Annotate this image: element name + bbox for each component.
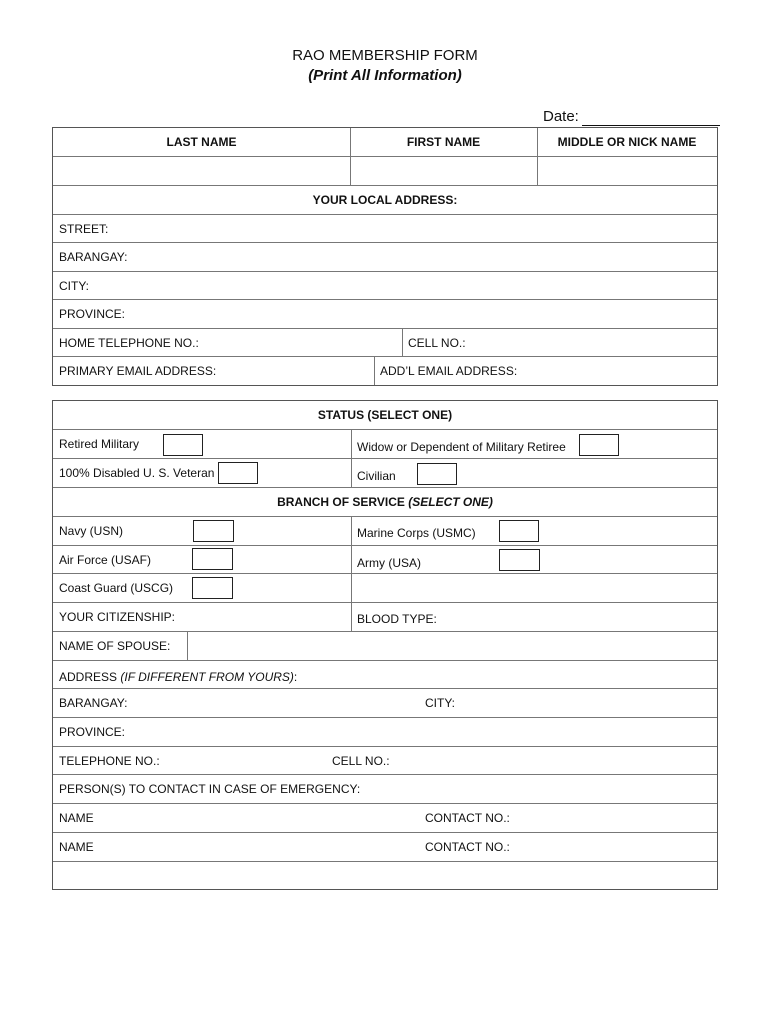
- branch-heading: [53, 488, 717, 516]
- spouse-barangay-label: BARANGAY:: [59, 696, 128, 710]
- primary-email-label[interactable]: PRIMARY EMAIL ADDRESS:: [59, 364, 217, 378]
- spouse-address-row[interactable]: [53, 661, 717, 689]
- army-checkbox[interactable]: [499, 549, 540, 571]
- street-row[interactable]: [53, 215, 717, 243]
- first-name-header: FIRST NAME: [406, 135, 481, 149]
- widow-dependent-label: Widow or Dependent of Military Retiree: [357, 440, 566, 454]
- spouse-telephone-label: TELEPHONE NO.:: [59, 753, 160, 768]
- emergency-contact-row-1[interactable]: [53, 804, 717, 833]
- name-header-row: [53, 128, 717, 157]
- spouse-cell-label: CELL NO.:: [332, 753, 390, 768]
- spouse-city-label: CITY:: [425, 696, 456, 710]
- air-force-label: Air Force (USAF): [59, 552, 152, 567]
- last-name-field[interactable]: [53, 157, 350, 185]
- coast-guard-checkbox[interactable]: [192, 577, 233, 599]
- middle-name-header: MIDDLE OR NICK NAME: [557, 135, 697, 149]
- spouse-address-label: [53, 661, 717, 688]
- branch-heading-text: BRANCH OF SERVICE: [277, 495, 409, 509]
- spouse-telephone-row[interactable]: [53, 747, 717, 775]
- status-heading-row: [53, 401, 717, 430]
- status-heading: STATUS (SELECT ONE): [317, 408, 453, 422]
- civilian-checkbox[interactable]: [417, 463, 457, 485]
- spouse-label: NAME OF SPOUSE:: [59, 639, 171, 653]
- street-label: STREET:: [59, 221, 109, 236]
- member-info-table: [52, 127, 718, 386]
- blood-type-label[interactable]: BLOOD TYPE:: [357, 612, 437, 626]
- date-label: Date:: [543, 108, 579, 125]
- cell-label[interactable]: CELL NO.:: [408, 335, 466, 350]
- branch-heading-select-one: (SELECT ONE): [408, 495, 493, 509]
- spouse-address-note: (IF DIFFERENT FROM YOURS): [120, 669, 294, 684]
- middle-name-field[interactable]: [537, 157, 717, 185]
- local-address-heading-row: [53, 186, 717, 215]
- spouse-province-label: PROVINCE:: [59, 725, 126, 739]
- emergency-name-1-label: NAME: [59, 811, 94, 825]
- city-row[interactable]: [53, 272, 717, 300]
- emergency-contact-1-label: CONTACT NO.:: [425, 811, 510, 825]
- emergency-heading-row: [53, 775, 717, 804]
- date-field[interactable]: [582, 125, 720, 126]
- barangay-label: BARANGAY:: [59, 250, 128, 264]
- citizenship-row: [53, 603, 717, 632]
- branch-row-3: [53, 574, 717, 603]
- additional-email-label[interactable]: ADD’L EMAIL ADDRESS:: [380, 364, 518, 378]
- disabled-veteran-label: 100% Disabled U. S. Veteran: [59, 466, 215, 480]
- first-name-field[interactable]: [350, 157, 537, 185]
- branch-row-2: [53, 546, 717, 574]
- name-input-row: [53, 157, 717, 186]
- spouse-province-row[interactable]: [53, 718, 717, 747]
- citizenship-label[interactable]: YOUR CITIZENSHIP:: [59, 610, 176, 624]
- emergency-contact-2-label: CONTACT NO.:: [425, 840, 510, 854]
- marine-corps-checkbox[interactable]: [499, 520, 539, 542]
- barangay-row[interactable]: [53, 243, 717, 272]
- air-force-checkbox[interactable]: [192, 548, 233, 570]
- army-label: Army (USA): [357, 555, 421, 570]
- city-label: CITY:: [59, 278, 90, 293]
- spouse-barangay-row[interactable]: [53, 689, 717, 718]
- form-subtitle: (Print All Information): [308, 67, 462, 84]
- status-row-1: [53, 430, 717, 459]
- coast-guard-label: Coast Guard (USCG): [59, 581, 174, 595]
- spouse-address-colon: :: [293, 669, 298, 684]
- branch-row-1: [53, 517, 717, 546]
- home-telephone-label[interactable]: HOME TELEPHONE NO.:: [59, 335, 199, 350]
- province-label: PROVINCE:: [59, 307, 126, 321]
- civilian-label: Civilian: [357, 469, 396, 483]
- blank-final-row[interactable]: [53, 861, 717, 889]
- emergency-name-2-label: NAME: [59, 840, 94, 854]
- branch-heading-row: [53, 488, 717, 517]
- retired-military-label: Retired Military: [59, 437, 140, 451]
- spouse-address-text: ADDRESS: [59, 669, 121, 684]
- local-address-heading: YOUR LOCAL ADDRESS:: [312, 193, 458, 207]
- navy-checkbox[interactable]: [193, 520, 234, 542]
- marine-corps-label: Marine Corps (USMC): [357, 526, 476, 540]
- status-table: [52, 400, 718, 890]
- widow-dependent-checkbox[interactable]: [579, 434, 619, 456]
- province-row[interactable]: [53, 300, 717, 329]
- disabled-veteran-checkbox[interactable]: [218, 462, 258, 484]
- retired-military-checkbox[interactable]: [163, 434, 203, 456]
- navy-label: Navy (USN): [59, 524, 124, 538]
- emergency-contact-row-2[interactable]: [53, 833, 717, 861]
- spouse-field[interactable]: [187, 632, 717, 660]
- status-row-2: [53, 459, 717, 488]
- spouse-row: [53, 632, 717, 661]
- phone-row: [53, 329, 717, 357]
- form-title: RAO MEMBERSHIP FORM: [292, 47, 478, 64]
- last-name-header: LAST NAME: [166, 135, 237, 149]
- emergency-contact-heading: PERSON(S) TO CONTACT IN CASE OF EMERGENCY:: [59, 782, 361, 796]
- email-row: [53, 357, 717, 385]
